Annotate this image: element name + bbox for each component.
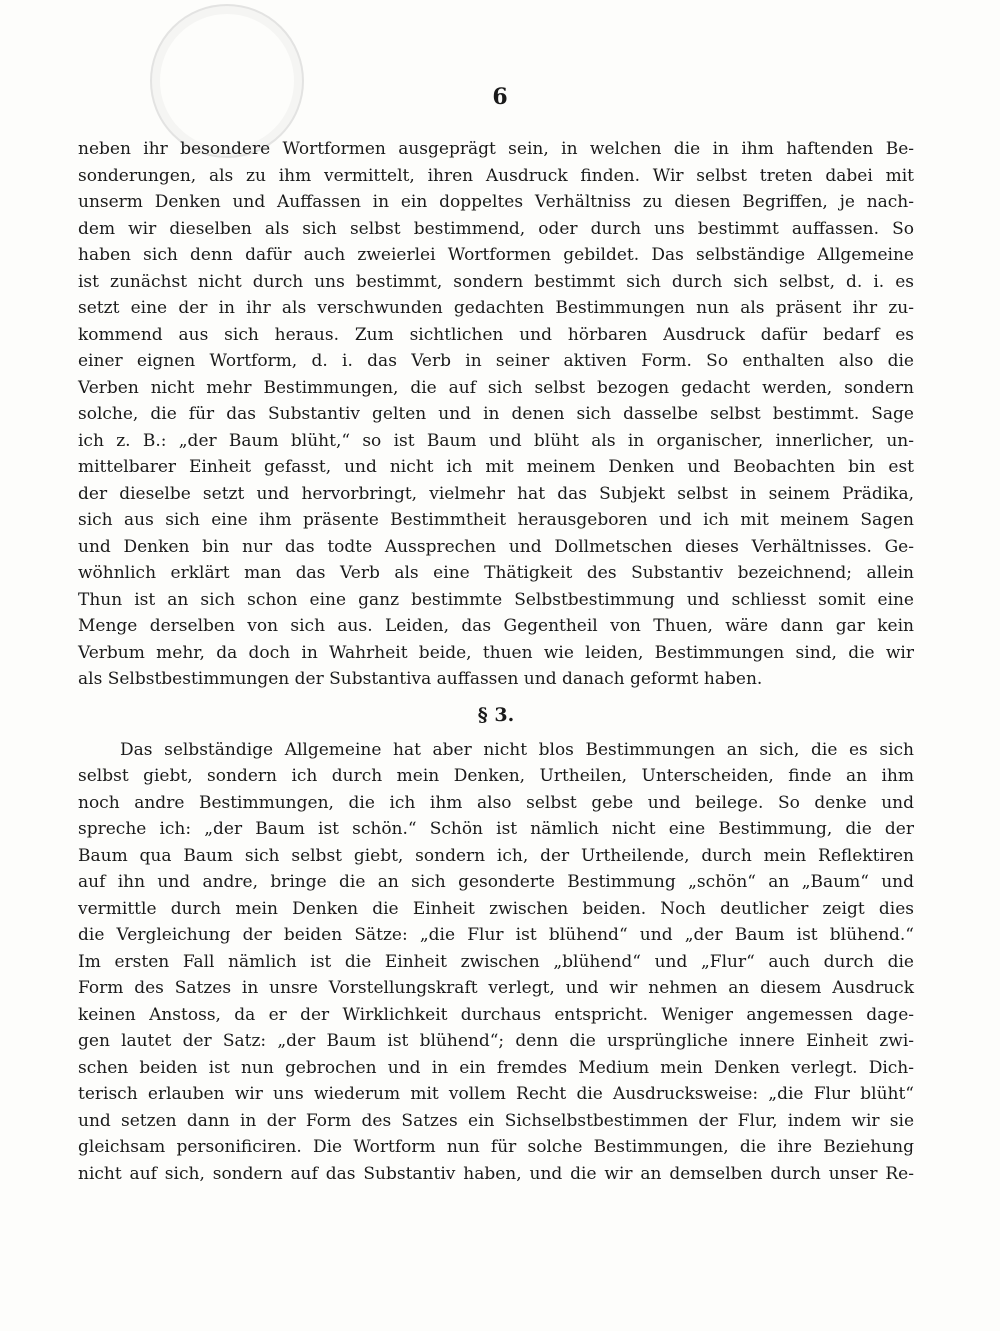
text-line: neben ihr besondere Wortformen ausgeprägt sein, in welchen die in ihm haftenden Be- bbox=[78, 139, 914, 159]
text-line: Verbum mehr, da doch in Wahrheit beide, thuen wie leiden, Bestimmungen sind, die wir bbox=[78, 642, 914, 663]
text-line: ich z. B.: „der Baum blüht,“ so ist Baum und blüht als in organischer, innerlicher, un- bbox=[78, 430, 914, 451]
text-line: gleichsam personificiren. Die Wortform nun für solche Bestimmungen, die ihre Beziehung bbox=[78, 1137, 914, 1157]
text-line: keinen Anstoss, da er der Wirklichkeit durchaus entspricht. Weniger angemessen dage- bbox=[78, 1004, 914, 1025]
text-line: auf ihn und andre, bringe die an sich gesonderte Bestimmung „schön“ an „Baum“ und bbox=[78, 872, 914, 892]
page-number: 6 bbox=[492, 84, 508, 110]
text-line: spreche ich: „der Baum ist schön.“ Schön ist nämlich nicht eine Bestimmung, die der bbox=[78, 819, 914, 839]
text-line: schen beiden ist nun gebrochen und in ein fremdes Medium mein Denken verlegt. Dich- bbox=[78, 1057, 914, 1078]
text-line: und Denken bin nur das todte Aussprechen und Dollmetschen dieses Verhältnisses. Ge- bbox=[78, 536, 914, 557]
text-line: Im ersten Fall nämlich ist die Einheit zwischen „blühend“ und „Flur“ auch durch die bbox=[78, 951, 914, 972]
text-line: selbst giebt, sondern ich durch mein Denken, Urtheilen, Unterscheiden, finde an ihm bbox=[78, 766, 914, 786]
text-line: Thun ist an sich schon eine ganz bestimmte Selbstbestimmung und schliesst somit eine bbox=[78, 589, 914, 610]
text-line: Menge derselben von sich aus. Leiden, das Gegentheil von Thuen, wäre dann gar kein bbox=[78, 616, 914, 636]
text-line: unserm Denken und Auffassen in ein doppeltes Verhältniss zu diesen Begriffen, je nach- bbox=[78, 192, 914, 212]
text-line: Verben nicht mehr Bestimmungen, die auf sich selbst bezogen gedacht werden, sondern bbox=[78, 377, 914, 398]
text-line: Baum qua Baum sich selbst giebt, sondern ich, der Urtheilende, durch mein Reflektiren bbox=[78, 845, 914, 866]
text-line: dem wir dieselben als sich selbst bestimmend, oder durch uns bestimmt auffassen. So bbox=[78, 218, 914, 239]
text-line: ist zunächst nicht durch uns bestimmt, sondern bestimmt sich durch sich selbst, d. i. es bbox=[78, 271, 914, 292]
text-line: mittelbarer Einheit gefasst, und nicht ich mit meinem Denken und Beobachten bin est bbox=[78, 457, 914, 477]
text-line: Das selbständige Allgemeine hat aber nicht blos Bestimmungen an sich, die es sich bbox=[120, 739, 914, 760]
text-line: haben sich denn dafür auch zweierlei Wortformen gebildet. Das selbständige Allgemeine bbox=[78, 245, 914, 265]
text-line: kommend aus sich heraus. Zum sichtlichen und hörbaren Ausdruck dafür bedarf es bbox=[78, 324, 914, 345]
text-line: sonderungen, als zu ihm vermittelt, ihren Ausdruck finden. Wir selbst treten dabei mit bbox=[78, 165, 914, 186]
text-line: setzt eine der in ihr als verschwunden gedachten Bestimmungen nun als präsent ihr zu- bbox=[78, 298, 914, 318]
library-stamp bbox=[150, 4, 304, 158]
paragraph-1 bbox=[78, 136, 914, 693]
paragraph-2 bbox=[78, 737, 914, 1188]
text-line: einer eignen Wortform, d. i. das Verb in seiner aktiven Form. So enthalten also die bbox=[78, 351, 914, 371]
text-line: solche, die für das Substantiv gelten und in denen sich dasselbe selbst bestimmt. Sage bbox=[78, 404, 914, 424]
text-line: sich aus sich eine ihm präsente Bestimmtheit herausgeboren und ich mit meinem Sagen bbox=[78, 510, 914, 530]
text-line: gen lautet der Satz: „der Baum ist blühend“; denn die ursprüngliche innere Einheit zwi- bbox=[78, 1031, 914, 1051]
text-line: der dieselbe setzt und hervorbringt, vielmehr hat das Subjekt selbst in seinem Prädika, bbox=[78, 483, 914, 504]
text-line: Form des Satzes in unsre Vorstellungskraft verlegt, und wir nehmen an diesem Ausdruck bbox=[78, 978, 914, 998]
body-text bbox=[78, 136, 914, 1187]
text-line: nicht auf sich, sondern auf das Substantiv haben, und die wir an demselben durch unser Re- bbox=[78, 1163, 914, 1184]
text-line: und setzen dann in der Form des Satzes ein Sichselbstbestimmen der Flur, indem wir sie bbox=[78, 1110, 914, 1131]
text-line: als Selbstbestimmungen der Substantiva auffassen und danach geformt haben. bbox=[78, 669, 763, 689]
text-line: die Vergleichung der beiden Sätze: „die Flur ist blühend“ und „der Baum ist blühend.“ bbox=[78, 925, 914, 945]
text-line: wöhnlich erklärt man das Verb als eine Thätigkeit des Substantiv bezeichnend; allein bbox=[78, 563, 914, 583]
text-line: vermittle durch mein Denken die Einheit zwischen beiden. Noch deutlicher zeigt dies bbox=[78, 898, 914, 919]
text-line: terisch erlauben wir uns wiederum mit vollem Recht die Ausdrucksweise: „die Flur blüht“ bbox=[78, 1084, 914, 1104]
text-line: noch andre Bestimmungen, die ich ihm also selbst gebe und beilege. So denke und bbox=[78, 792, 914, 813]
section-heading: § 3. bbox=[477, 703, 515, 726]
